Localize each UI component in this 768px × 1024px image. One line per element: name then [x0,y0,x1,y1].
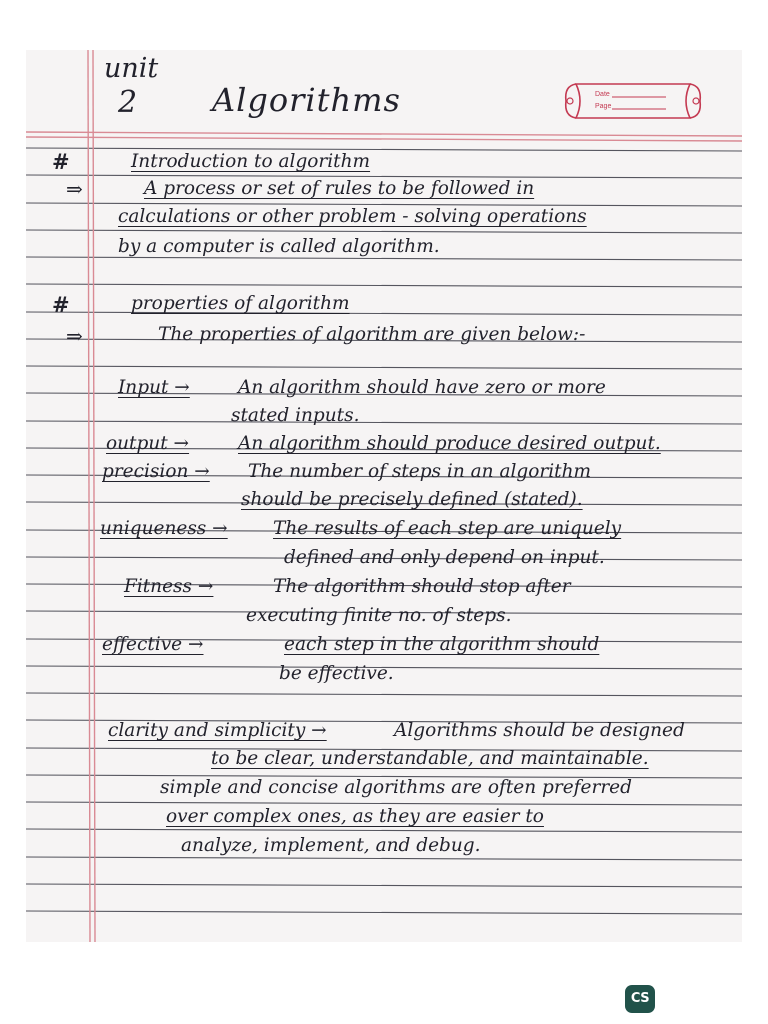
text-line: by a computer is called algorithm. [118,236,440,257]
text-line: An algorithm should have zero or more [238,377,606,398]
ruled-line [26,421,742,424]
margin-line [93,50,95,942]
text-line: executing finite no. of steps. [246,605,512,626]
text-line: each step in the algorithm should [284,634,600,655]
ruled-line [26,230,742,233]
section-heading: properties of algorithm [131,293,350,314]
text-line: be effective. [279,663,394,684]
margin-line [88,50,90,942]
ruled-line [26,857,742,860]
term-label: effective → [102,634,204,655]
header-line [26,132,742,136]
text-line: to be clear, understandable, and maintainable. [211,748,649,769]
text-line: An algorithm should produce desired output. [238,433,661,454]
text-line: analyze, implement, and debug. [181,835,481,856]
unit-label: unit [104,53,159,84]
notebook-page [26,50,742,942]
camscanner-logo: CS [625,985,655,1013]
text-line: defined and only depend on input. [284,547,605,568]
text-line: The algorithm should stop after [273,576,571,597]
header-line [26,137,742,141]
text-line: over complex ones, as they are easier to [166,806,544,827]
text-line: simple and concise algorithms are often preferred [160,777,632,798]
stamp-page-label: Page [595,103,612,110]
date-page-stamp [562,78,704,124]
heading-marker: # [52,149,70,174]
unit-number: 2 [118,85,138,120]
section-heading: Introduction to algorithm [131,151,371,172]
term-label: Input → [118,377,190,398]
ruled-line [26,911,742,914]
page-title: Algorithms [212,81,401,119]
text-line: should be precisely defined (stated). [241,489,583,510]
text-line: calculations or other problem - solving operations [118,206,587,227]
text-line: stated inputs. [231,405,360,426]
term-label: Fitness → [124,576,214,597]
ruled-line [26,284,742,287]
ruled-line [26,257,742,260]
ruled-line [26,693,742,696]
ruled-line [26,366,742,369]
text-line: The results of each step are uniquely [273,518,622,539]
text-line: A process or set of rules to be followed in [144,178,535,199]
heading-marker: # [52,292,70,317]
text-line: The number of steps in an algorithm [248,461,592,482]
term-label: output → [106,433,190,454]
term-label: precision → [102,461,210,482]
arrow-icon: ⇒ [66,324,83,348]
text-line: The properties of algorithm are given below:- [158,324,586,345]
ruled-line [26,802,742,805]
term-label: uniqueness → [100,518,228,539]
text-line: Algorithms should be designed [394,720,685,741]
stamp-scroll-shape [562,78,704,124]
term-label: clarity and simplicity → [108,720,327,741]
ruled-line [26,884,742,887]
arrow-icon: ⇒ [66,177,83,201]
ruled-line [26,829,742,832]
stamp-date-label: Date [595,91,610,98]
